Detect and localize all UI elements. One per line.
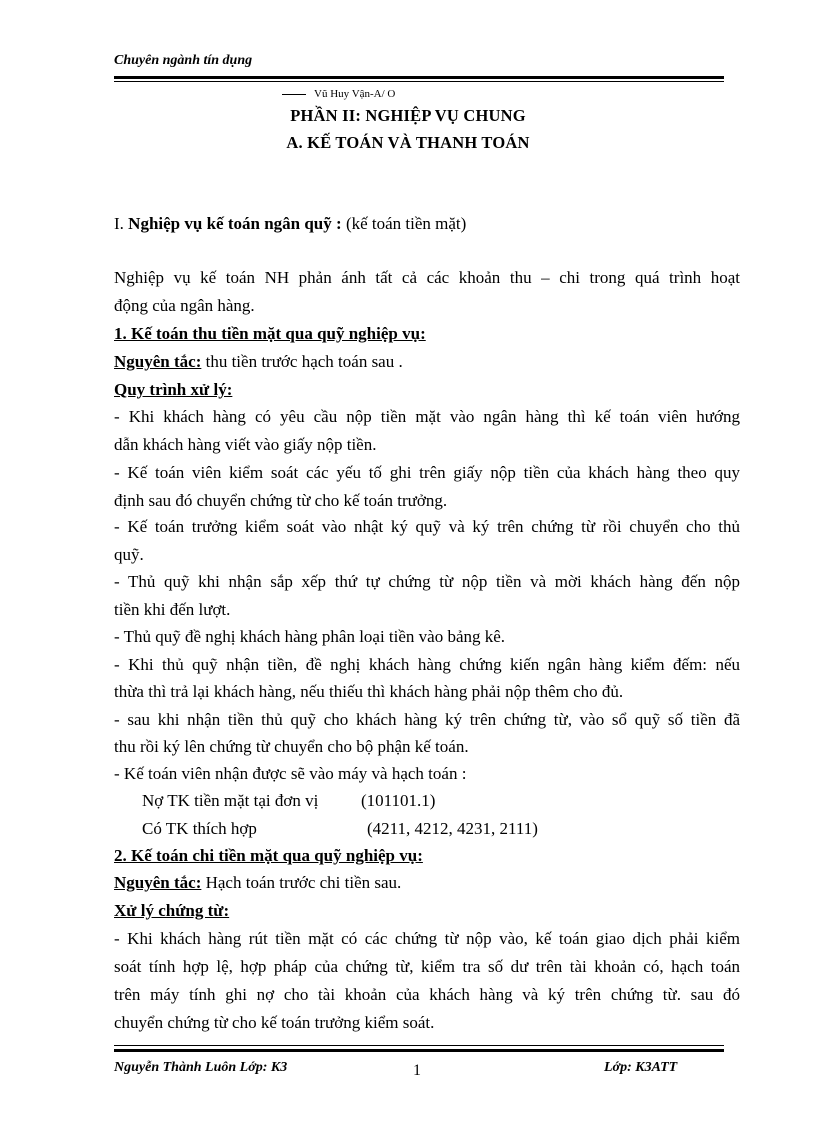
section1-principle: Nguyên tắc: thu tiền trước hạch toán sau . — [114, 352, 403, 371]
header-rule-thick — [114, 76, 724, 79]
debit-entry-label: Nợ TK tiền mặt tại đơn vị — [142, 791, 319, 810]
section2-line: soát tính hợp lệ, hợp pháp của chứng từ, kiểm tra số dư trên tài khoản có, hạch toán — [114, 957, 740, 976]
section1-line: thu rồi ký lên chứng từ chuyển cho bộ phận kế toán. — [114, 737, 469, 756]
running-header: Chuyên ngành tín dụng — [114, 53, 253, 68]
credit-entry-value: (4211, 4212, 4231, 2111) — [367, 819, 538, 838]
section-title: A. KẾ TOÁN VÀ THANH TOÁN — [286, 133, 530, 152]
section1-line: quỹ. — [114, 545, 144, 564]
section2-principle: Nguyên tắc: Hạch toán trước chi tiền sau. — [114, 873, 402, 892]
section2-line: chuyển chứng từ cho kế toán trưởng kiểm soát. — [114, 1013, 435, 1032]
section1-line: thừa thì trả lại khách hàng, nếu thiếu thì khách hàng phải nộp thêm cho đủ. — [114, 682, 624, 701]
section1-line: dẫn khách hàng viết vào giấy nộp tiền. — [114, 435, 377, 454]
section1-process-label: Quy trình xử lý: — [114, 380, 233, 399]
section1-heading: 1. Kế toán thu tiền mặt qua quỹ nghiệp vụ: — [114, 324, 426, 343]
footer-rule-thick — [114, 1049, 724, 1052]
section1-line: định sau đó chuyển chứng từ cho kế toán trưởng. — [114, 491, 448, 510]
footer-author: Nguyễn Thành Luôn Lớp: K3 — [114, 1060, 288, 1075]
section1-line: - Khi khách hàng có yêu cầu nộp tiền mặt vào ngân hàng thì kế toán viên hướng — [114, 407, 740, 426]
intro-line-1: Nghiệp vụ kế toán NH phản ánh tất cả các khoản thu – chi trong quá trình hoạt — [114, 268, 740, 287]
author-name: Vũ Huy Vận-A/ O — [314, 88, 396, 100]
credit-entry-label: Có TK thích hợp — [142, 819, 257, 838]
intro-line-2: động của ngân hàng. — [114, 296, 255, 315]
part-title: PHẦN II: NGHIỆP VỤ CHUNG — [290, 106, 526, 125]
section2-line: - Khi khách hàng rút tiền mặt có các chứng từ nộp vào, kế toán giao dịch phải kiểm — [114, 929, 740, 948]
section1-line: - Kế toán viên nhận được sẽ vào máy và hạch toán : — [114, 764, 467, 783]
author-dash — [282, 94, 306, 95]
footer-class: Lớp: K3ATT — [604, 1060, 678, 1075]
footer-rule-thin — [114, 1045, 724, 1046]
section2-line: trên máy tính ghi nợ cho tài khoản của khách hàng và ký trên chứng từ. sau đó — [114, 985, 740, 1004]
heading-cash-accounting: I. Nghiệp vụ kế toán ngân quỹ : (kế toán tiền mặt) — [114, 214, 467, 233]
section1-line: tiền khi đến lượt. — [114, 600, 231, 619]
section1-line: - Thủ quỹ đề nghị khách hàng phân loại tiền vào bảng kê. — [114, 627, 506, 646]
section2-process-label: Xử lý chứng từ: — [114, 901, 230, 920]
section1-line: - Kế toán viên kiểm soát các yếu tố ghi trên giấy nộp tiền của khách hàng theo quy — [114, 463, 740, 482]
section1-line: - Thủ quỹ khi nhận sắp xếp thứ tự chứng từ nộp tiền và mời khách hàng đến nộp — [114, 572, 740, 591]
section2-heading: 2. Kế toán chi tiền mặt qua quỹ nghiệp vụ: — [114, 846, 423, 865]
section1-line: - Kế toán trưởng kiểm soát vào nhật ký quỹ và ký trên chứng từ rồi chuyển cho thủ — [114, 517, 740, 536]
section1-line: - Khi thủ quỹ nhận tiền, đề nghị khách hàng chứng kiến ngân hàng kiểm đếm: nếu — [114, 655, 740, 674]
header-rule-thin — [114, 81, 724, 82]
debit-entry-value: (101101.1) — [361, 791, 436, 810]
page-number: 1 — [413, 1062, 421, 1079]
section1-line: - sau khi nhận tiền thủ quỹ cho khách hàng ký trên chứng từ, vào sổ quỹ số tiền đã — [114, 710, 740, 729]
